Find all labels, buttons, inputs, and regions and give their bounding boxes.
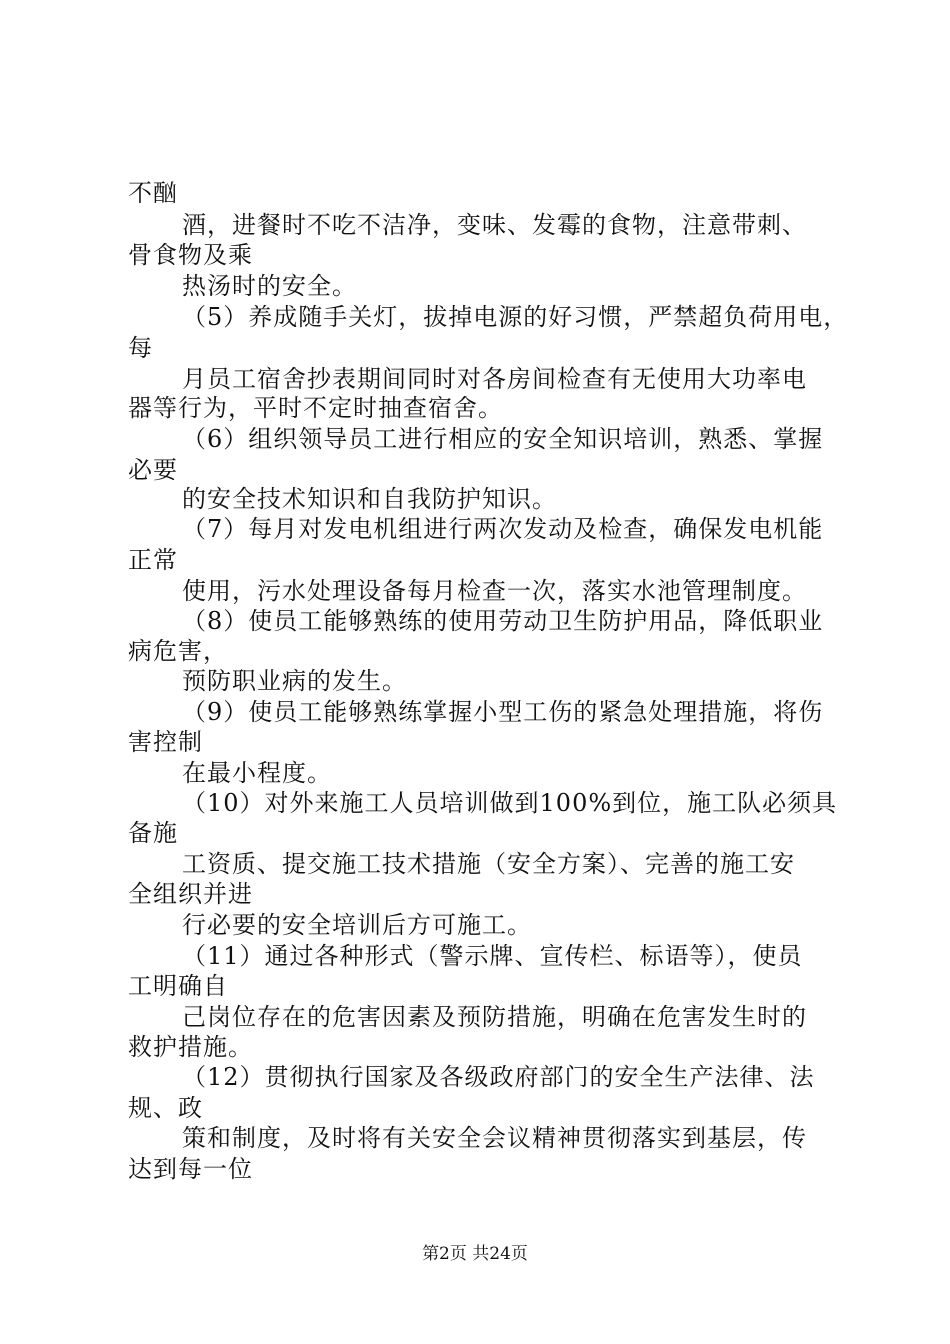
text-line: 器等行为，平时不定时抽查宿舍。 bbox=[128, 394, 503, 422]
text-line: （12）贯彻执行国家及各级政府部门的安全生产法律、法 bbox=[182, 1063, 815, 1091]
text-line: 在最小程度。 bbox=[182, 759, 332, 787]
text-line: 策和制度，及时将有关安全会议精神贯彻落实到基层，传 bbox=[182, 1124, 807, 1152]
text-line: 病危害， bbox=[128, 637, 228, 665]
text-line: 月员工宿舍抄表期间同时对各房间检查有无使用大功率电 bbox=[182, 365, 807, 393]
text-line: 每 bbox=[128, 334, 153, 362]
text-line: （9）使员工能够熟练掌握小型工伤的紧急处理措施，将伤 bbox=[182, 698, 824, 726]
text-line: 不酗 bbox=[128, 179, 178, 207]
text-line: 己岗位存在的危害因素及预防措施，明确在危害发生时的 bbox=[182, 1003, 807, 1031]
text-line: 正常 bbox=[128, 546, 178, 574]
text-line: （10）对外来施工人员培训做到100%到位，施工队必须具 bbox=[182, 789, 838, 817]
text-line: 行必要的安全培训后方可施工。 bbox=[182, 911, 532, 939]
text-line: 必要 bbox=[128, 456, 178, 484]
text-line: 工明确自 bbox=[128, 972, 228, 1000]
text-line: 备施 bbox=[128, 819, 178, 847]
text-line: （7）每月对发电机组进行两次发动及检查，确保发电机能 bbox=[182, 515, 824, 543]
text-line: 规、政 bbox=[128, 1094, 203, 1122]
text-line: 骨食物及乘 bbox=[128, 241, 253, 269]
text-line: （6）组织领导员工进行相应的安全知识培训，熟悉、掌握 bbox=[182, 425, 824, 453]
text-line: 预防职业病的发生。 bbox=[182, 667, 407, 695]
text-line: （8）使员工能够熟练的使用劳动卫生防护用品，降低职业 bbox=[182, 607, 824, 635]
text-line: 使用，污水处理设备每月检查一次，落实水池管理制度。 bbox=[182, 577, 807, 605]
text-line: 的安全技术知识和自我防护知识。 bbox=[182, 485, 557, 513]
text-line: 热汤时的安全。 bbox=[182, 272, 357, 300]
page-footer: 第2页 共24页 bbox=[422, 1244, 528, 1264]
text-line: （5）养成随手关灯，拔掉电源的好习惯，严禁超负荷用电， bbox=[182, 303, 849, 331]
text-line: 达到每一位 bbox=[128, 1155, 253, 1183]
text-line: 酒，进餐时不吃不洁净，变味、发霉的食物，注意带刺、 bbox=[182, 211, 807, 239]
text-line: （11）通过各种形式（警示牌、宣传栏、标语等），使员 bbox=[182, 942, 803, 970]
text-line: 工资质、提交施工技术措施（安全方案）、完善的施工安 bbox=[182, 850, 795, 878]
text-line: 救护措施。 bbox=[128, 1033, 253, 1061]
text-line: 全组织并进 bbox=[128, 880, 253, 908]
text-line: 害控制 bbox=[128, 728, 203, 756]
